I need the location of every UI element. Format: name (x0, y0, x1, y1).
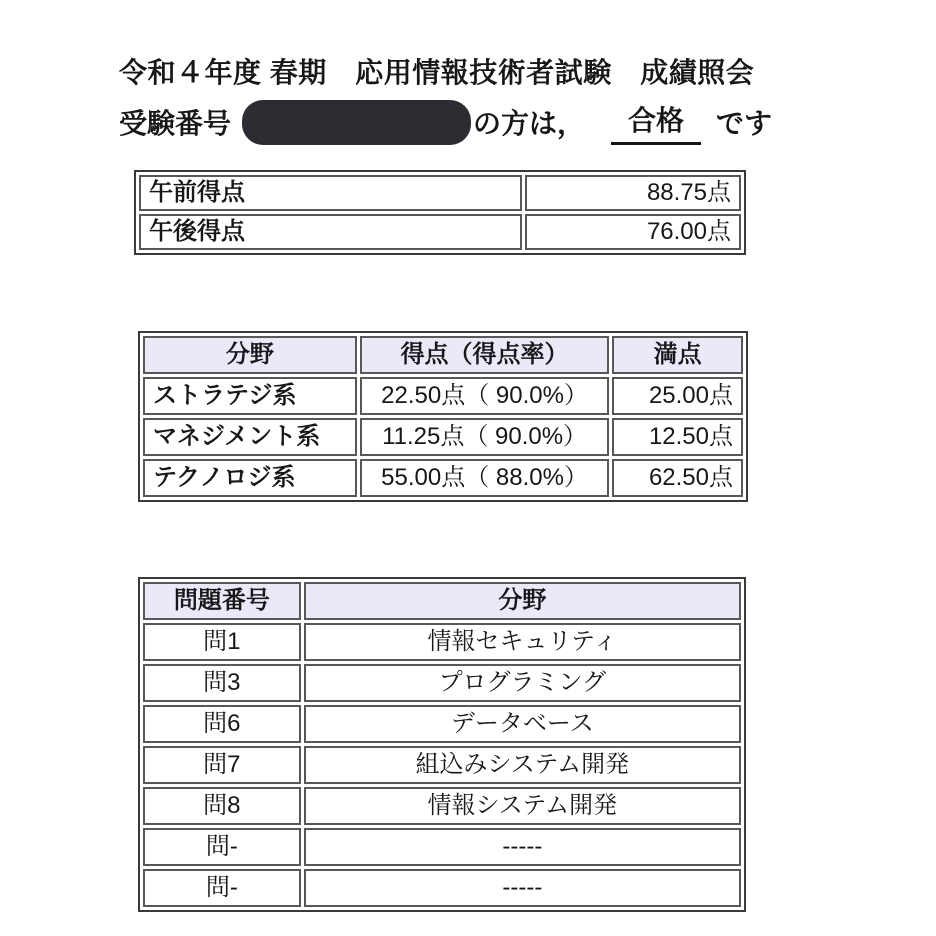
table-row (143, 828, 741, 866)
column-header: 満点 (612, 336, 743, 374)
table-row (143, 623, 741, 661)
result-middle-text: の方は， (473, 108, 586, 139)
column-header: 問題番号 (143, 582, 301, 620)
question-field: ----- (304, 869, 741, 907)
category-breakdown-table (138, 331, 748, 502)
table-row (139, 175, 741, 211)
table-row (143, 377, 743, 415)
table-header-row (143, 582, 741, 620)
question-selection-table (138, 577, 746, 912)
table-header-row (143, 336, 743, 374)
category-score: 11.25点（ 90.0%） (360, 418, 609, 456)
question-field: 組込みシステム開発 (304, 746, 741, 784)
category-score: 55.00点（ 88.0%） (360, 459, 609, 497)
score-label: 午前得点 (139, 175, 522, 211)
question-number: 問1 (143, 623, 301, 661)
table-row (139, 214, 741, 250)
question-number: 問7 (143, 746, 301, 784)
table-row (143, 664, 741, 702)
column-header: 分野 (304, 582, 741, 620)
question-number: 問- (143, 828, 301, 866)
question-number: 問- (143, 869, 301, 907)
table-row (143, 787, 741, 825)
category-name: テクノロジ系 (143, 459, 357, 497)
category-max: 12.50点 (612, 418, 743, 456)
question-number: 問6 (143, 705, 301, 743)
question-field: 情報セキュリティ (304, 623, 741, 661)
column-header: 分野 (143, 336, 357, 374)
score-value: 76.00点 (525, 214, 741, 250)
result-line (119, 96, 772, 148)
result-suffix: です (716, 108, 773, 139)
table-row (143, 418, 743, 456)
column-header: 得点（得点率） (360, 336, 609, 374)
table-row (143, 459, 743, 497)
examinee-number-redaction (242, 100, 471, 145)
score-value: 88.75点 (525, 175, 741, 211)
category-max: 25.00点 (612, 377, 743, 415)
question-field: ----- (304, 828, 741, 866)
question-number: 問8 (143, 787, 301, 825)
question-number: 問3 (143, 664, 301, 702)
examinee-number-label: 受験番号 (119, 108, 232, 139)
category-name: マネジメント系 (143, 418, 357, 456)
table-row (143, 705, 741, 743)
question-field: データベース (304, 705, 741, 743)
table-row (143, 869, 741, 907)
score-label: 午後得点 (139, 214, 522, 250)
page-title: 令和４年度 春期 応用情報技術者試験 成績照会 (119, 56, 755, 88)
question-field: プログラミング (304, 664, 741, 702)
pass-status: 合格 (611, 99, 701, 145)
table-row (143, 746, 741, 784)
score-summary-table (134, 170, 746, 255)
question-field: 情報システム開発 (304, 787, 741, 825)
category-name: ストラテジ系 (143, 377, 357, 415)
category-max: 62.50点 (612, 459, 743, 497)
category-score: 22.50点（ 90.0%） (360, 377, 609, 415)
